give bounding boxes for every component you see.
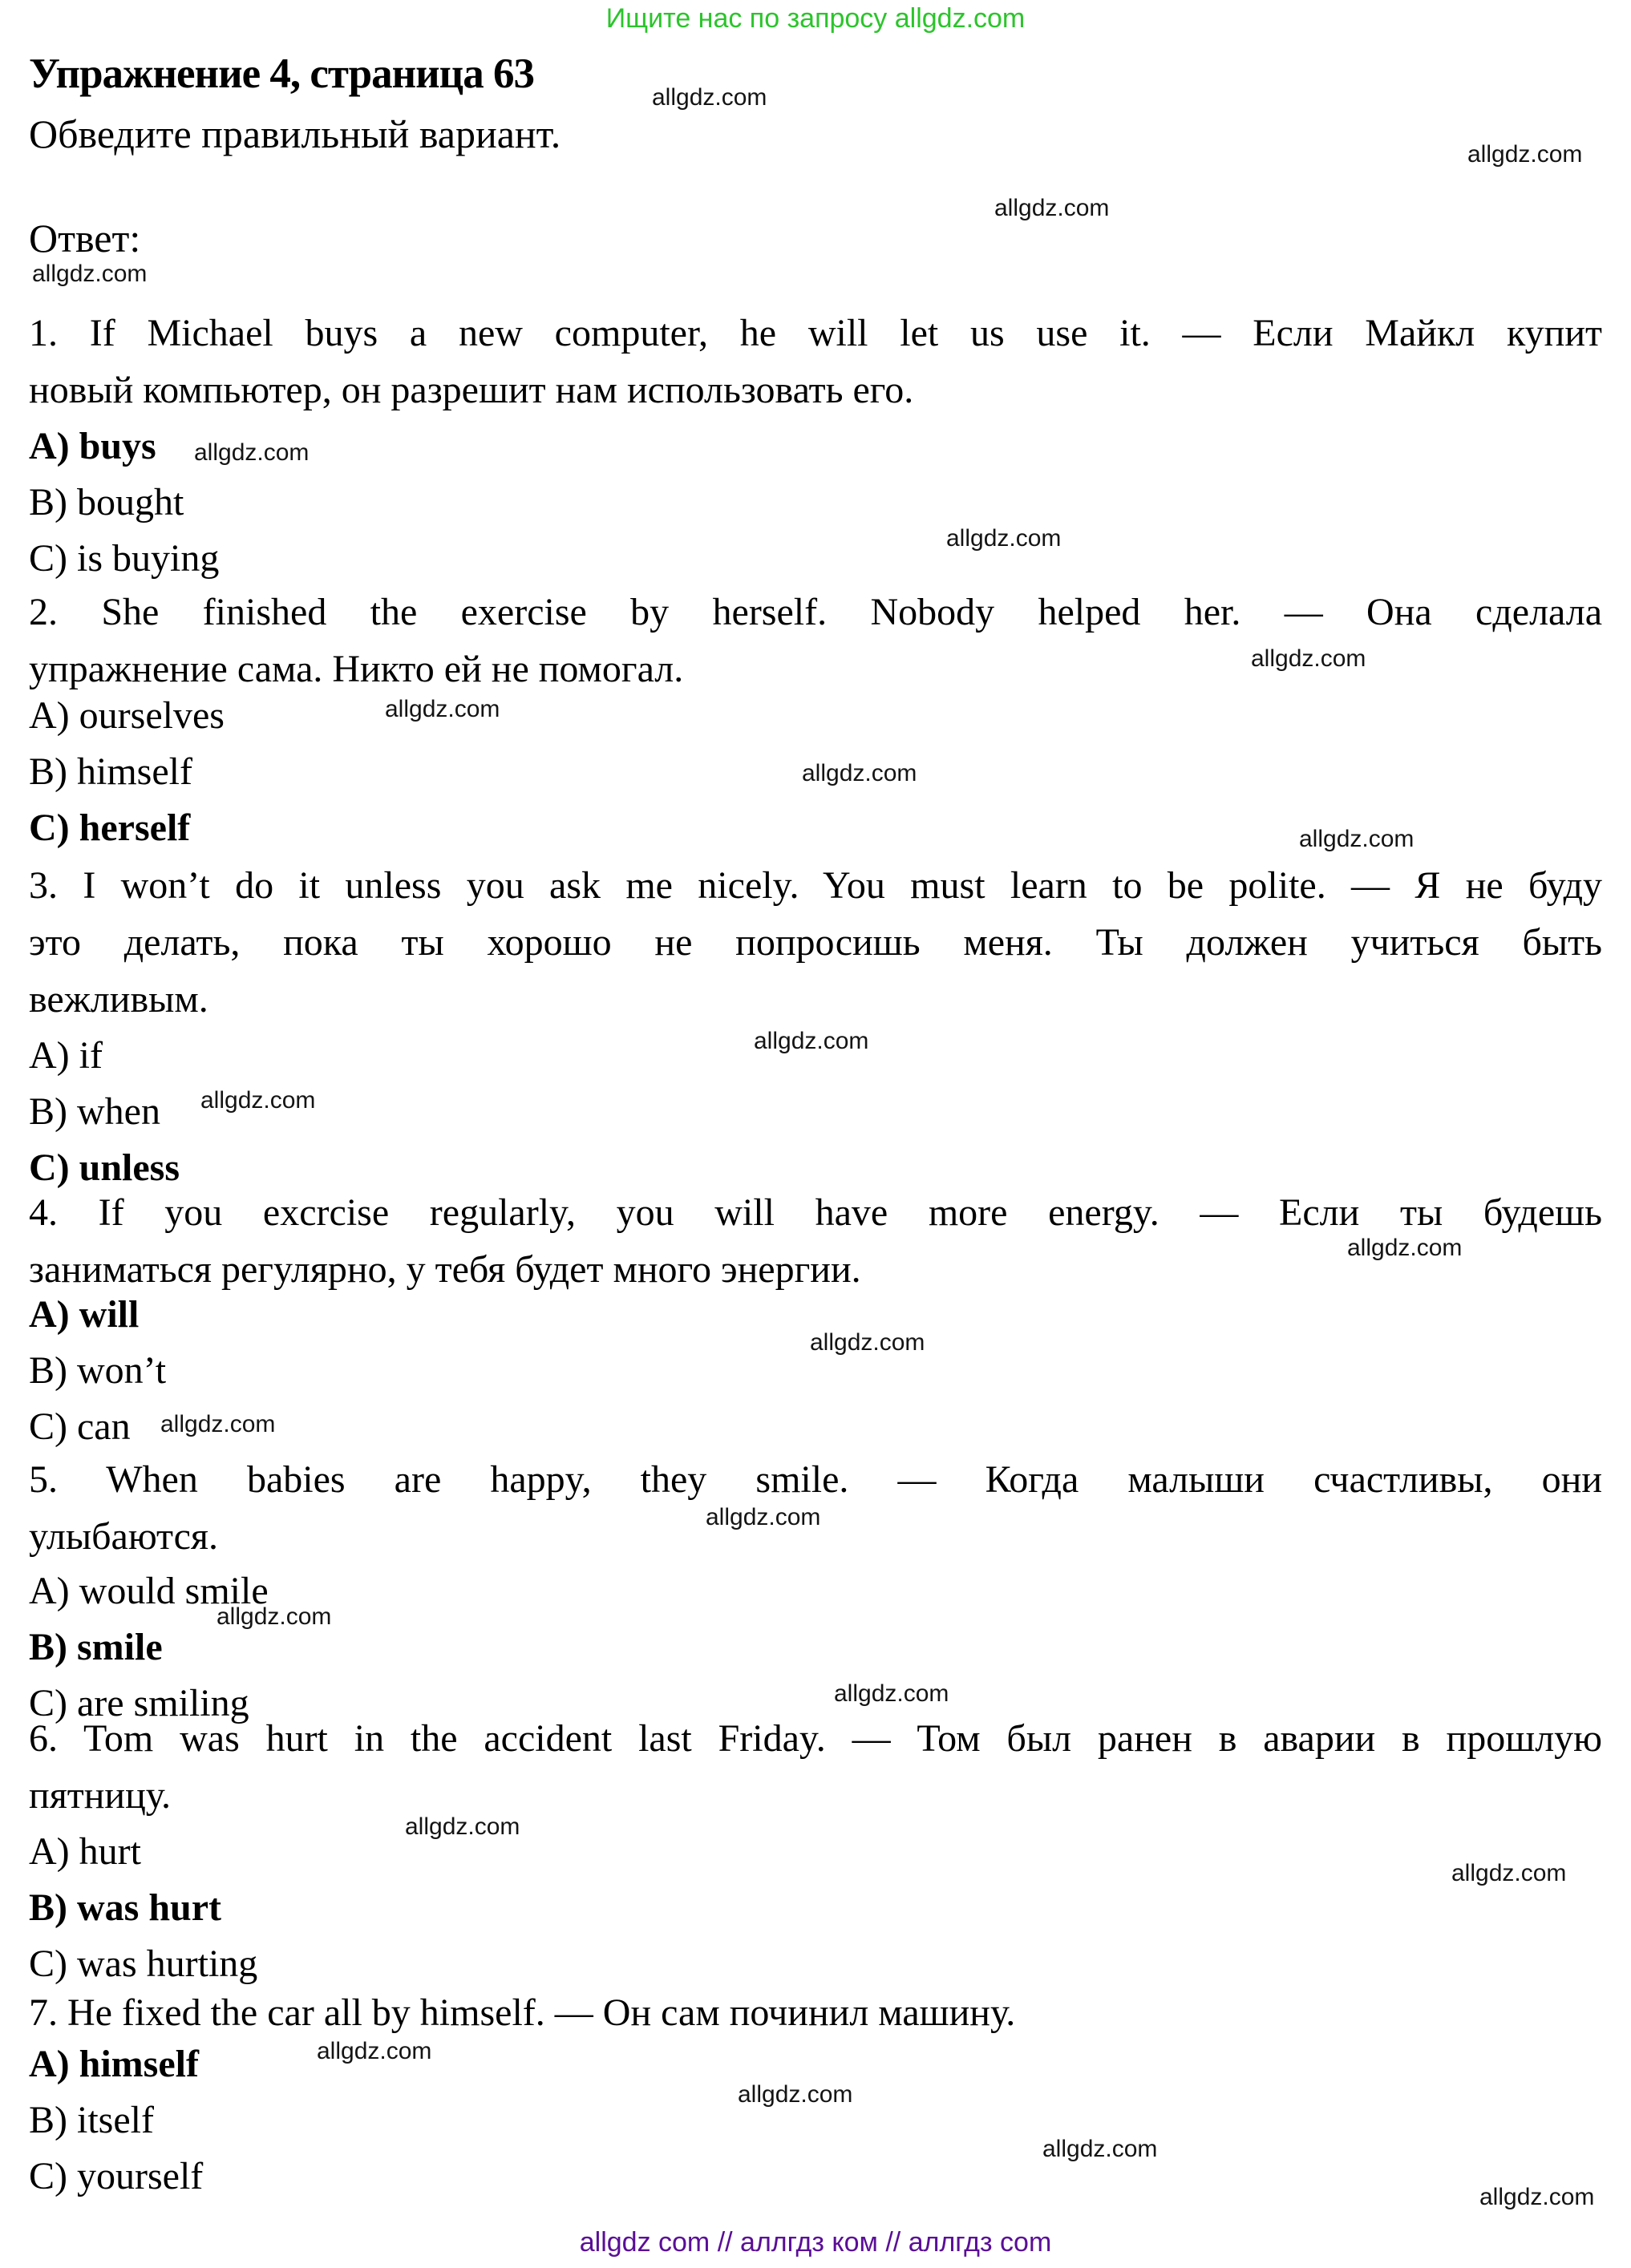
item-3-option-c: C) unless <box>29 1146 180 1189</box>
item-5-option-c: C) are smiling <box>29 1682 249 1724</box>
watermark: allgdz.com <box>405 1813 520 1840</box>
task-subtitle: Обведите правильный вариант. <box>29 111 561 156</box>
item-1-option-c: C) is buying <box>29 537 220 580</box>
watermark: allgdz.com <box>1042 2136 1158 2162</box>
item-6-option-b: B) was hurt <box>29 1886 222 1929</box>
exercise-item-6-options <box>29 1824 257 1992</box>
watermark: allgdz.com <box>1347 1235 1463 1261</box>
exercise-item-5-options <box>29 1563 269 1732</box>
item-3-line: вежливым. <box>29 978 208 1021</box>
item-7-line: 7. He fixed the car all by himself. — Он сам починил машину. <box>29 1991 1016 2034</box>
exercise-item-3-options <box>29 1028 180 1196</box>
watermark: allgdz.com <box>754 1028 869 1054</box>
item-4-line: 4. If you excrcise regularly, you will have more energy. — Если ты будешь <box>29 1191 1602 1234</box>
watermark: allgdz.com <box>946 525 1062 552</box>
page-title: Упражнение 4, страница 63 <box>29 51 534 97</box>
watermark: allgdz.com <box>1479 2184 1595 2210</box>
exercise-item-1-options <box>29 418 219 587</box>
item-4-line: заниматься регулярно, у тебя будет много энергии. <box>29 1248 861 1291</box>
footer-links: allgdz com // аллгдз ком // аллгдз com <box>579 2227 1052 2258</box>
answer-label: Ответ: <box>29 216 141 261</box>
watermark: allgdz.com <box>994 195 1110 221</box>
item-3-line: это делать, пока ты хорошо не попросишь меня. Ты должен учиться быть <box>29 921 1602 964</box>
exercise-item-2-text <box>29 584 1602 697</box>
item-1-option-a: A) buys <box>29 425 156 467</box>
item-4-option-b: B) won’t <box>29 1349 167 1392</box>
watermark: allgdz.com <box>317 2038 432 2064</box>
item-3-line: 3. I won’t do it unless you ask me nicely. You must learn to be polite. — Я не буду <box>29 864 1602 907</box>
watermark: allgdz.com <box>1251 645 1366 672</box>
item-1-line: новый компьютер, он разрешит нам использовать его. <box>29 369 914 411</box>
watermark: allgdz.com <box>834 1680 949 1707</box>
item-7-option-c: C) yourself <box>29 2155 204 2197</box>
exercise-item-1-text <box>29 305 1602 418</box>
exercise-item-7-text <box>29 1984 1602 2041</box>
item-6-option-a: A) hurt <box>29 1830 141 1873</box>
watermark: allgdz.com <box>32 261 148 287</box>
item-4-option-c: C) can <box>29 1405 131 1448</box>
item-5-line: 5. When babies are happy, they smile. — Когда малыши счастливы, они <box>29 1458 1602 1501</box>
watermark: allgdz.com <box>1451 1860 1567 1886</box>
item-6-line: 6. Tom was hurt in the accident last Friday. — Том был ранен в аварии в прошлую <box>29 1717 1602 1760</box>
item-2-line: 2. She finished the exercise by herself. Nobody helped her. — Она сделала <box>29 591 1602 633</box>
item-1-option-b: B) bought <box>29 481 184 524</box>
item-3-option-b: B) when <box>29 1090 160 1133</box>
item-2-option-c: C) herself <box>29 807 191 849</box>
watermark: allgdz.com <box>1299 826 1414 852</box>
item-5-line: улыбаются. <box>29 1515 218 1558</box>
item-1-line: 1. If Michael buys a new computer, he will let us use it. — Если Майкл купит <box>29 312 1602 354</box>
item-6-line: пятницу. <box>29 1774 171 1817</box>
item-3-option-a: A) if <box>29 1034 103 1077</box>
watermark: allgdz.com <box>200 1087 316 1114</box>
item-5-option-a: A) would smile <box>29 1570 269 1612</box>
watermark: allgdz.com <box>738 2081 853 2108</box>
item-2-option-b: B) himself <box>29 750 192 793</box>
item-2-option-a: A) ourselves <box>29 694 225 737</box>
watermark: allgdz.com <box>802 760 917 786</box>
exercise-item-7-options <box>29 2036 203 2205</box>
watermark: allgdz.com <box>194 439 310 466</box>
watermark: allgdz.com <box>706 1504 821 1530</box>
item-7-option-a: A) himself <box>29 2043 199 2085</box>
watermark: allgdz.com <box>1467 141 1583 168</box>
promo-banner: Ищите нас по запросу allgdz.com <box>605 3 1026 34</box>
item-7-option-b: B) itself <box>29 2099 154 2141</box>
watermark: allgdz.com <box>160 1411 276 1437</box>
item-4-option-a: A) will <box>29 1293 140 1336</box>
item-6-option-c: C) was hurting <box>29 1943 258 1985</box>
item-2-line: упражнение сама. Никто ей не помогал. <box>29 648 684 690</box>
watermark: allgdz.com <box>810 1329 925 1356</box>
exercise-item-2-options <box>29 688 225 856</box>
exercise-item-6-text <box>29 1710 1602 1824</box>
watermark: allgdz.com <box>652 84 767 111</box>
item-5-option-b: B) smile <box>29 1626 163 1668</box>
watermark: allgdz.com <box>217 1603 332 1630</box>
exercise-item-3-text <box>29 857 1602 1028</box>
watermark: allgdz.com <box>385 696 500 722</box>
exercise-item-4-options <box>29 1287 166 1455</box>
